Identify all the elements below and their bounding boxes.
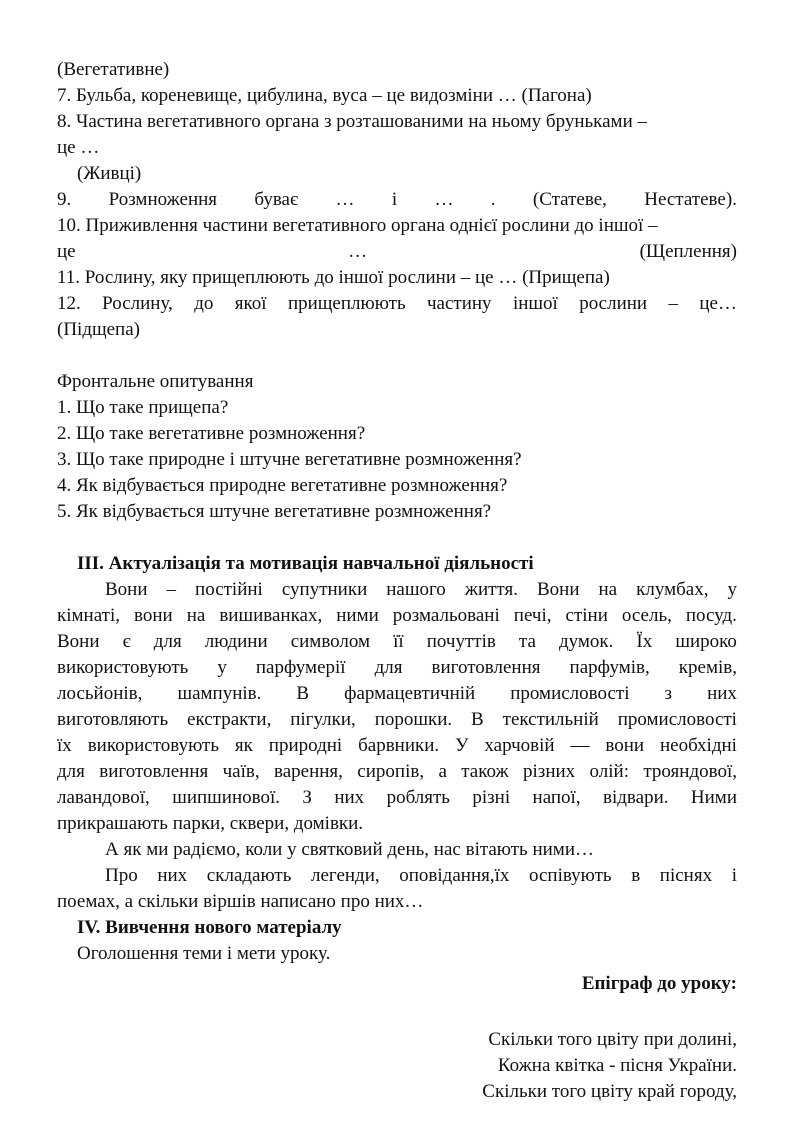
- word: рослини: [579, 293, 648, 314]
- word: екстракти,: [187, 709, 272, 730]
- word: печі,: [513, 605, 552, 626]
- word: у: [727, 579, 737, 600]
- quiz-line: 11. Рослину, яку прищеплюють до іншої рослини – це … (Прищепа): [57, 267, 610, 288]
- quiz-line: [57, 291, 737, 317]
- word: …: [335, 189, 355, 210]
- word: вони: [134, 605, 173, 626]
- quiz-line: 8. Частина вегетативного органа з розташованими на ньому бруньками –: [57, 111, 647, 132]
- word: 12.: [57, 293, 81, 314]
- quiz-line: [57, 187, 737, 213]
- word: (Статеве,: [532, 189, 607, 210]
- word: життя.: [464, 579, 518, 600]
- word: Нестатеве).: [644, 189, 737, 210]
- word: як: [234, 735, 253, 756]
- word: Їх: [636, 631, 653, 652]
- word: є: [122, 631, 131, 652]
- word: лавандової,: [57, 787, 150, 808]
- epigraph-title: Епіграф до уроку:: [581, 973, 737, 994]
- word: олій:: [589, 761, 629, 782]
- section-3-paragraph-2: А як ми радіємо, коли у святковий день, нас вітають ними…: [105, 839, 594, 860]
- quiz-line: (Живці): [77, 163, 142, 184]
- word: супутники: [281, 579, 368, 600]
- word: почуттів: [426, 631, 496, 652]
- word: 9.: [57, 189, 72, 210]
- section-3-paragraph-line: [57, 759, 737, 785]
- section-3-paragraph-line: [57, 655, 737, 681]
- word: легенди,: [311, 865, 380, 886]
- word: для: [57, 761, 85, 782]
- frontal-question: 1. Що таке прищепа?: [57, 397, 229, 418]
- word: широко: [675, 631, 737, 652]
- word: …: [348, 241, 368, 262]
- word: для: [153, 631, 182, 652]
- word: роблять: [386, 787, 450, 808]
- word: варення,: [274, 761, 343, 782]
- word: та: [518, 631, 536, 652]
- word: з: [664, 683, 673, 704]
- word: промисловості: [510, 683, 630, 704]
- document-page: [57, 57, 737, 1105]
- word: –: [668, 293, 678, 314]
- word: це: [57, 241, 76, 262]
- section-4-heading: IV. Вивчення нового матеріалу: [77, 917, 342, 938]
- section-3-paragraph-line: поемах, а скільки віршів написано про них…: [57, 891, 424, 912]
- word: розмальовані: [392, 605, 500, 626]
- word: Про: [105, 865, 138, 886]
- word: пігулки,: [290, 709, 356, 730]
- word: них: [157, 865, 188, 886]
- word: (Щеплення): [639, 241, 737, 262]
- word: якої: [234, 293, 267, 314]
- word: парфумерії: [255, 657, 346, 678]
- word: на: [598, 579, 618, 600]
- section-3-paragraph-line: [57, 603, 737, 629]
- section-3-paragraph-line: [57, 707, 737, 733]
- word: людини: [204, 631, 268, 652]
- word: в: [631, 865, 641, 886]
- word: —: [570, 735, 590, 756]
- quiz-line: 10. Приживлення частини вегетативного органа однієї рослини до іншої –: [57, 215, 658, 236]
- word: це…: [699, 293, 737, 314]
- section-3-paragraph-line: прикрашають парки, сквери, домівки.: [57, 813, 364, 834]
- word: чаїв,: [222, 761, 260, 782]
- word: вони: [605, 735, 645, 756]
- word: стіни: [565, 605, 608, 626]
- word: нашого: [386, 579, 446, 600]
- word: постійні: [195, 579, 263, 600]
- word: оспівують: [529, 865, 612, 886]
- word: на: [186, 605, 206, 626]
- word: іншої: [512, 293, 558, 314]
- word: виготовлення: [431, 657, 541, 678]
- word: її: [393, 631, 404, 652]
- word: осель,: [621, 605, 672, 626]
- word: використовують: [57, 657, 189, 678]
- section-3-heading: ІІІ. Актуалізація та мотивація навчальної діяльності: [77, 553, 534, 574]
- quiz-line: це …: [57, 137, 100, 158]
- word: шипшинової.: [172, 787, 280, 808]
- frontal-question: 2. Що таке вегетативне розмноження?: [57, 423, 366, 444]
- poem-line: Скільки того цвіту при долині,: [488, 1029, 737, 1050]
- word: піснях: [659, 865, 713, 886]
- word: Вони: [536, 579, 580, 600]
- word: Ними: [690, 787, 737, 808]
- word: посуд.: [685, 605, 737, 626]
- frontal-title: Фронтальне опитування: [57, 371, 254, 392]
- word: барвники.: [358, 735, 440, 756]
- section-3-paragraph-line: [57, 629, 737, 655]
- word: Розмноження: [108, 189, 218, 210]
- word: Вони: [57, 631, 100, 652]
- word: необхідні: [660, 735, 737, 756]
- word: Рослину,: [102, 293, 173, 314]
- word: різних: [523, 761, 576, 782]
- word: …: [434, 189, 454, 210]
- word: і: [731, 865, 737, 886]
- word: харчовій: [484, 735, 555, 756]
- word: напої,: [532, 787, 581, 808]
- word: виготовляють: [57, 709, 169, 730]
- word: а: [438, 761, 447, 782]
- word: до: [194, 293, 214, 314]
- word: порошки.: [374, 709, 453, 730]
- quiz-line: (Вегетативне): [57, 59, 170, 80]
- word: вишиванках,: [219, 605, 323, 626]
- word: них: [707, 683, 737, 704]
- word: у: [217, 657, 227, 678]
- word: –: [166, 579, 177, 600]
- word: різні: [472, 787, 511, 808]
- section-3-paragraph-1: [57, 577, 737, 811]
- quiz-line: (Підщепа): [57, 319, 140, 340]
- word: для: [374, 657, 403, 678]
- word: символом: [290, 631, 371, 652]
- word: також: [461, 761, 509, 782]
- word: клумбах,: [636, 579, 709, 600]
- word: лосьйонів,: [57, 683, 143, 704]
- section-3-paragraph-line: [57, 577, 737, 603]
- section-3-paragraph-line: [57, 785, 737, 811]
- word: В: [471, 709, 484, 730]
- word: природні: [268, 735, 343, 756]
- word: трояндової,: [643, 761, 737, 782]
- quiz-line: 7. Бульба, кореневище, цибулина, вуса – це видозміни … (Пагона): [57, 85, 592, 106]
- word: У: [455, 735, 469, 756]
- word: В: [296, 683, 310, 704]
- word: відвари.: [603, 787, 669, 808]
- word: прищеплюють: [287, 293, 406, 314]
- frontal-question: 3. Що таке природне і штучне вегетативне розмноження?: [57, 449, 522, 470]
- word: З: [302, 787, 312, 808]
- section-3-paragraph-line: [57, 863, 737, 889]
- word: частину: [427, 293, 492, 314]
- word: оповідання,їх: [399, 865, 510, 886]
- word: Вони: [105, 579, 148, 600]
- word: шампунів.: [177, 683, 262, 704]
- word: і: [391, 189, 398, 210]
- quiz-line: [57, 239, 737, 265]
- word: них: [334, 787, 365, 808]
- word: текстильній: [502, 709, 599, 730]
- section-3-paragraph-line: [57, 733, 737, 759]
- word: сиропів,: [357, 761, 425, 782]
- frontal-question: 4. Як відбувається природне вегетативне розмноження?: [57, 475, 508, 496]
- word: їх: [57, 735, 72, 756]
- word: виготовлення: [99, 761, 209, 782]
- word: кімнаті,: [57, 605, 120, 626]
- frontal-question: 5. Як відбувається штучне вегетативне розмноження?: [57, 501, 492, 522]
- word: використовують: [87, 735, 219, 756]
- section-4-intro: Оголошення теми і мети уроку.: [77, 943, 331, 964]
- word: складають: [206, 865, 292, 886]
- word: парфумів,: [569, 657, 650, 678]
- word: промисловості: [617, 709, 737, 730]
- poem-line: Кожна квітка - пісня України.: [497, 1055, 737, 1076]
- section-3-paragraph-line: [57, 681, 737, 707]
- word: .: [490, 189, 496, 210]
- word: кремів,: [678, 657, 737, 678]
- word: думок.: [558, 631, 614, 652]
- word: буває: [254, 189, 299, 210]
- word: фармацевтичній: [344, 683, 476, 704]
- poem-line: Скільки того цвіту край городу,: [482, 1081, 737, 1102]
- word: ними: [336, 605, 379, 626]
